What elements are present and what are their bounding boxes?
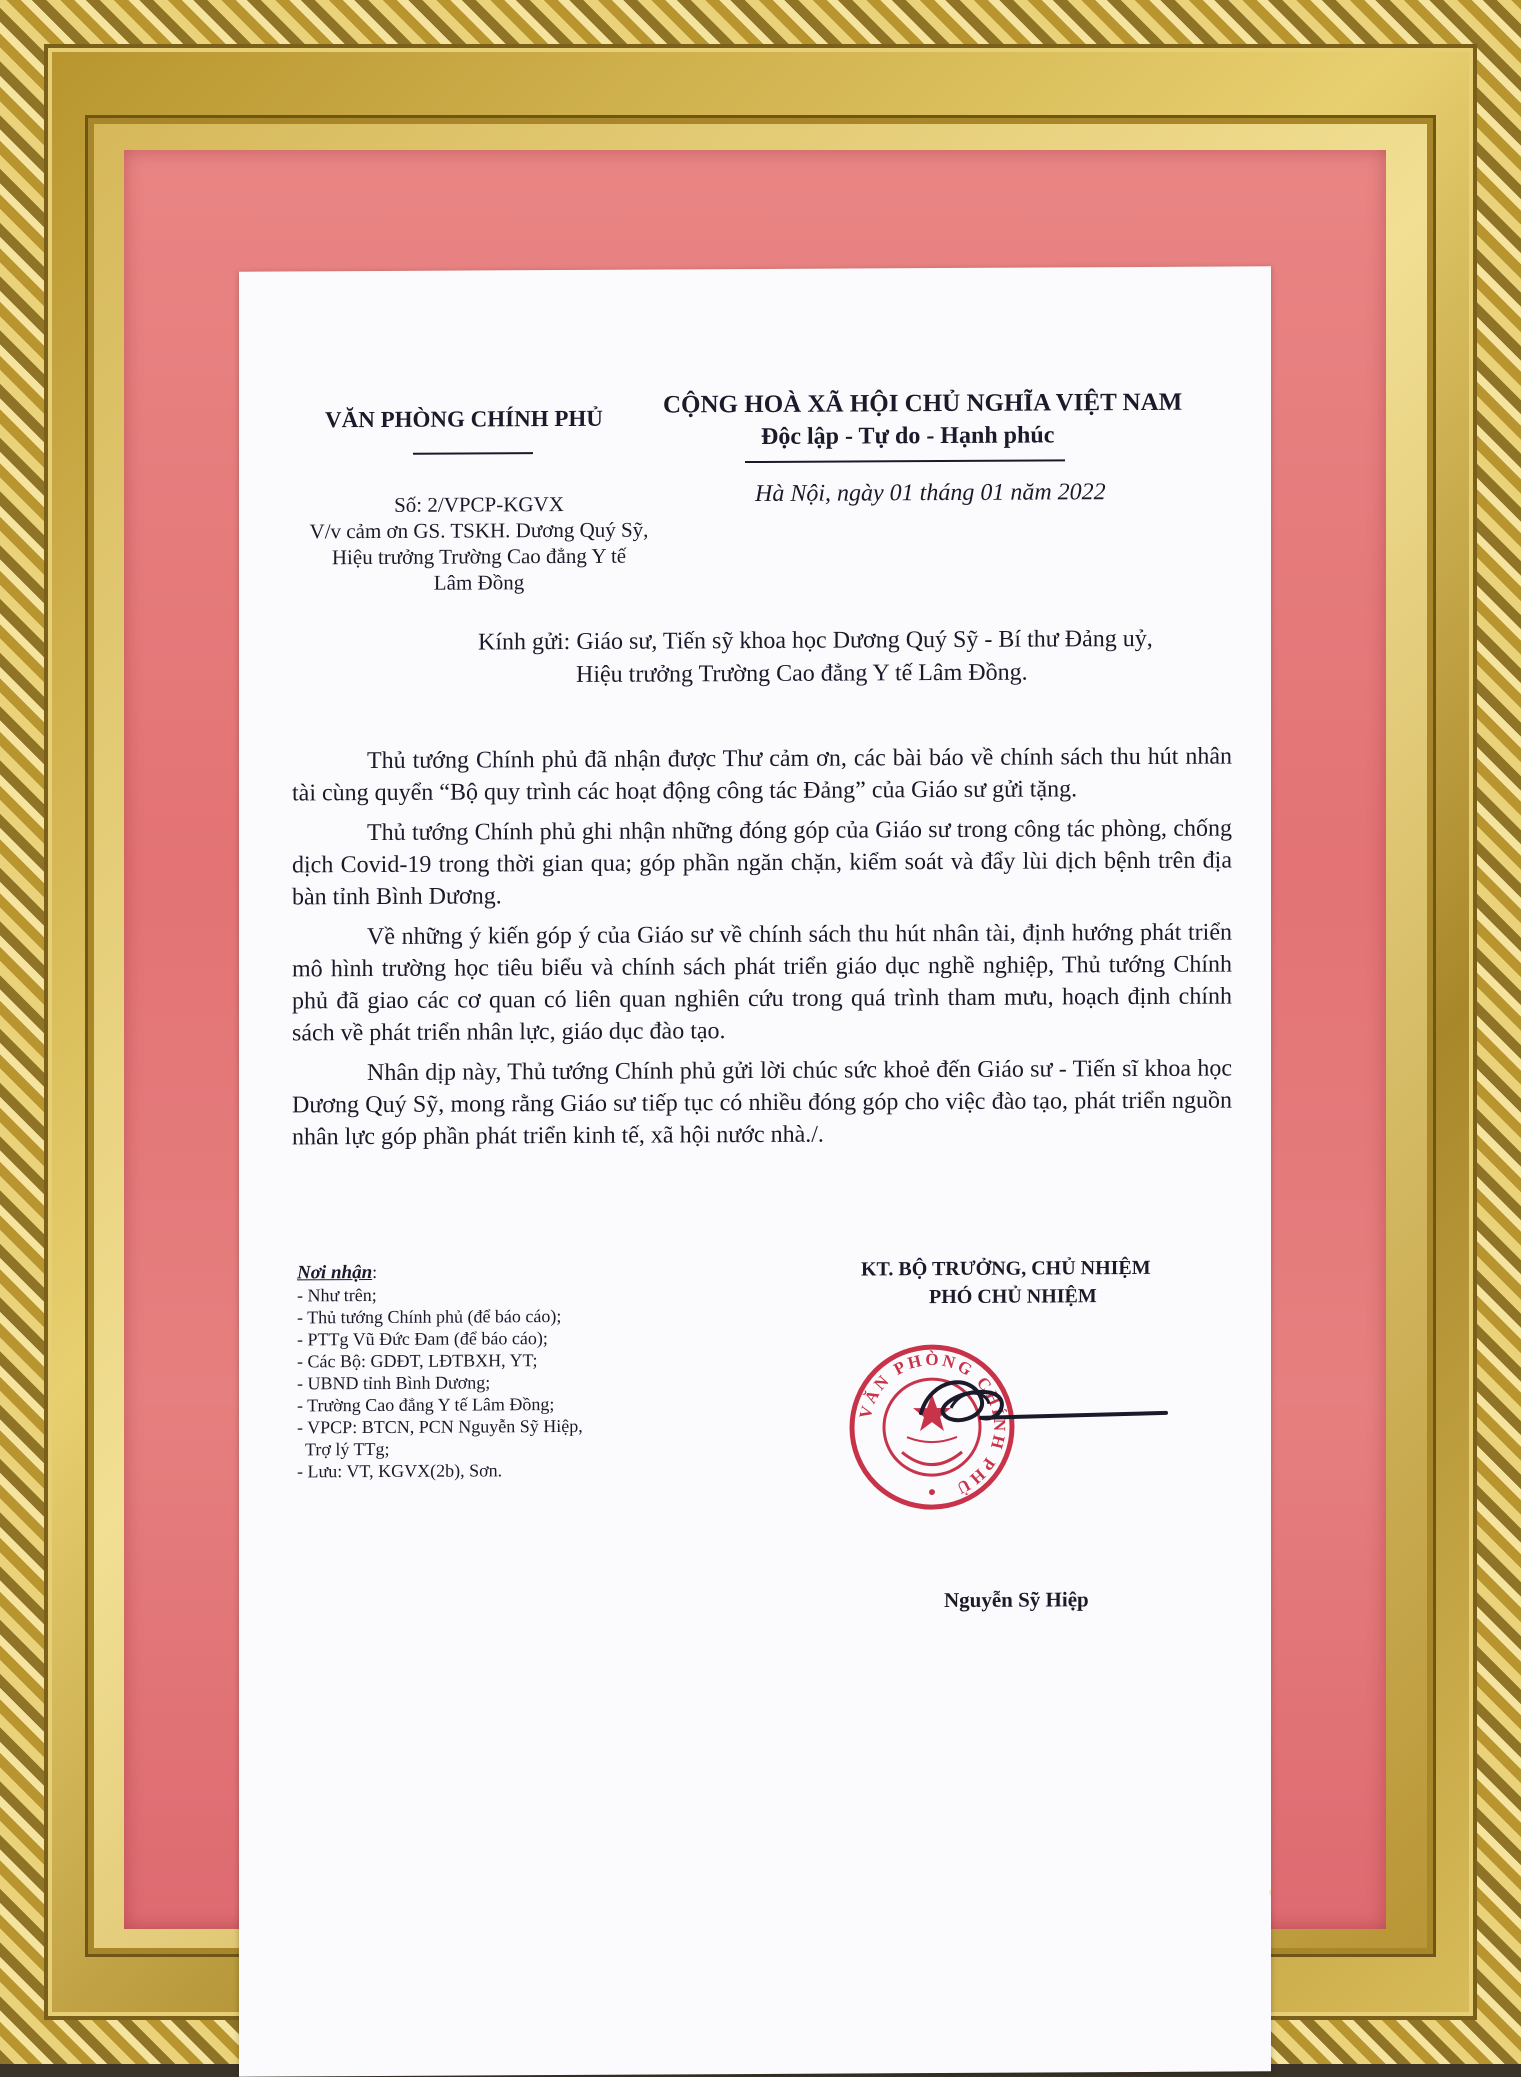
paragraph: Nhân dịp này, Thủ tướng Chính phủ gửi lời chúc sức khoẻ đến Giáo sư - Tiến sĩ khoa học Dương Quý Sỹ, mong rằng Giáo sư tiếp tục có nhiều đóng góp cho việc đào tạo, phát triển nguồn nhân lực góp phần phát triển kinh tế, xã hội nước nhà./.	[292, 1055, 1232, 1151]
recipient-item: Trợ lý TTg;	[305, 1438, 390, 1460]
paragraph: Về những ý kiến góp ý của Giáo sư về chính sách thu hút nhân tài, định hướng phát triển mô hình trường học tiêu biểu và chính sách phát triển giáo dục nghề nghiệp, Thủ tướng Chính phủ đã giao các cơ quan có liên quan nghiên cứu trong quá trình tham mưu, hoạch định chính sách về phát triển nhân lực, giáo dục đào tạo.	[292, 919, 1232, 1047]
issuer-heading: VĂN PHÒNG CHÍNH PHỦ	[325, 405, 603, 433]
subject-line-3: Lâm Đồng	[433, 570, 525, 595]
recipient-item: - PTTg Vũ Đức Đam (để báo cáo);	[297, 1328, 548, 1350]
greeting-line-2: Hiệu trưởng Trường Cao đẳng Y tế Lâm Đồng.	[576, 659, 1028, 688]
paragraph: Thủ tướng Chính phủ đã nhận được Thư cảm ơn, các bài báo về chính sách thu hút nhân tài cùng quyển “Bộ quy trình các hoạt động công tác Đảng” của Giáo sư gửi tặng.	[292, 743, 1232, 807]
glass-glare	[1269, 1886, 1271, 1898]
signature-title-2: PHÓ CHỦ NHIỆM	[929, 1285, 1097, 1309]
date-line: Hà Nội, ngày 01 tháng 01 năm 2022	[755, 479, 1106, 507]
letter-paper	[239, 266, 1271, 2076]
paragraph: Thủ tướng Chính phủ ghi nhận những đóng góp của Giáo sư trong công tác phòng, chống dịch Covid-19 trong thời gian qua; góp phần ngăn chặn, kiểm soát và đẩy lùi dịch bệnh trên địa bàn tỉnh Bình Dương.	[292, 815, 1232, 911]
recipients-block: Nơi nhận: - Như trên; - Thủ tướng Chính phủ (để báo cáo); - PTTg Vũ Đức Đam (để báo cáo); - Các Bộ: GDĐT, LĐTBXH, YT; - UBND tỉnh Bình Dương; - Trường Cao đẳng Y tế Lâm Đồng; - VPCP: BTCN, PCN Nguyễn Sỹ Hiệp, Trợ lý TTg; - Lưu: VT, KGVX(2b), Sơn.	[297, 1259, 697, 1482]
greeting	[478, 622, 1238, 692]
issuer-underline	[413, 452, 533, 455]
recipient-item: - VPCP: BTCN, PCN Nguyễn Sỹ Hiệp,	[297, 1415, 583, 1438]
handwritten-signature-icon	[911, 1367, 1171, 1448]
signature-title-1: KT. BỘ TRƯỞNG, CHỦ NHIỆM	[861, 1256, 1151, 1281]
recipient-item: - UBND tỉnh Bình Dương;	[297, 1372, 491, 1394]
letter-body	[292, 741, 1232, 1162]
recipient-item: - Các Bộ: GDĐT, LĐTBXH, YT;	[297, 1350, 538, 1372]
motto: Độc lập - Tự do - Hạnh phúc	[761, 422, 1055, 450]
recipient-item: - Lưu: VT, KGVX(2b), Sơn.	[297, 1460, 503, 1482]
motto-underline	[745, 459, 1065, 463]
recipient-item: - Thủ tướng Chính phủ (để báo cáo);	[297, 1306, 562, 1328]
signer-name: Nguyễn Sỹ Hiệp	[944, 1587, 1089, 1613]
recipient-item: - Như trên;	[297, 1284, 377, 1306]
country-heading: CỘNG HOÀ XÃ HỘI CHỦ NGHĨA VIỆT NAM	[663, 388, 1183, 419]
recipient-item: - Trường Cao đẳng Y tế Lâm Đồng;	[297, 1394, 555, 1416]
subject-line-1: V/v cảm ơn GS. TSKH. Dương Quý Sỹ,	[309, 517, 649, 544]
recipients-title: Nơi nhận	[297, 1262, 373, 1284]
seal-text: VĂN PHÒNG CHÍNH PHỦ	[855, 1349, 1010, 1500]
greeting-line-1: Kính gửi: Giáo sư, Tiến sỹ khoa học Dương Quý Sỹ - Bí thư Đảng uỷ,	[478, 625, 1153, 656]
document-number: Số: 2/VPCP-KGVX	[394, 492, 564, 517]
document-reference	[289, 490, 669, 596]
subject-line-2: Hiệu trưởng Trường Cao đẳng Y tế	[331, 543, 627, 570]
